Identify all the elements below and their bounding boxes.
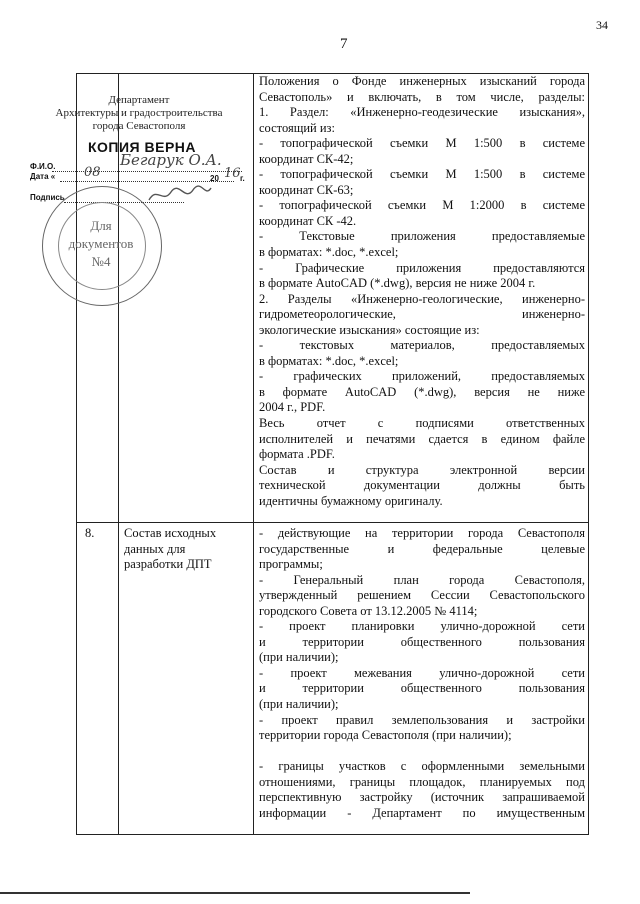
fio-handwritten: Бегарук О.А. (120, 151, 222, 169)
text-line: - Генеральный план города Севастополя, (259, 572, 585, 587)
text-line: - топографической съемки М 1:500 в системе (259, 136, 585, 151)
row-content (259, 526, 585, 821)
copy-true-label: КОПИЯ ВЕРНА (88, 139, 197, 155)
text-line: идентичны бумажному оригиналу. (259, 493, 443, 508)
text-line: в формате AutoCAD (*.dwg), версия не ниже 2004 г. (259, 276, 536, 291)
text-line: исполнителей и печатями сдается в едином файле (259, 431, 585, 446)
text-line: 2. Разделы «Инженерно-геологические, инженерно- (259, 291, 585, 306)
text-line: экологические изыскания» состоящие из: (259, 322, 480, 337)
row-title-line: данных для (124, 541, 186, 556)
text-line: 1. Раздел: «Инженерно-геодезические изыскания», (259, 105, 585, 120)
date-day: 08 (84, 165, 101, 180)
text-line: - текстовых материалов, предоставляемых (259, 338, 585, 353)
text-line: формата .PDF. (259, 447, 335, 462)
stamp-dept-line: города Севастополя (92, 120, 186, 132)
text-line: - Графические приложения предоставляются (259, 260, 585, 275)
table-right-border (588, 73, 589, 835)
text-line: 2004 г., PDF. (259, 400, 326, 415)
text-line: Севастополь» и включать, в том числе, разделы: (259, 89, 585, 104)
text-line: (при наличии); (259, 650, 339, 665)
date-suffix: г. (240, 174, 245, 183)
text-line: информации - Департамент по имущественным (259, 805, 585, 820)
text-line: - графических приложений, предоставляемых (259, 369, 585, 384)
row-title (124, 526, 249, 573)
fio-label: Ф.И.О. (30, 162, 56, 171)
text-line: координат СК -42. (259, 213, 357, 228)
text-line: Весь отчет с подписями ответственных (259, 416, 585, 431)
row-title-line: Состав исходных (124, 526, 217, 540)
stamp-dept-line: Департамент (108, 94, 170, 106)
text-line: координат СК-63; (259, 182, 354, 197)
signature-label: Подпись (30, 193, 65, 202)
text-line: состоящий из: (259, 120, 335, 135)
column-divider-2 (253, 73, 254, 835)
text-line: Положения о Фонде инженерных изысканий города (259, 74, 585, 88)
date-year-suffix: 16 (224, 166, 241, 181)
row-divider (76, 522, 588, 523)
text-line: в форматах: *.doc, *.excel; (259, 245, 399, 260)
text-line: утвержденный решением Сессии Севастопольского (259, 588, 585, 603)
footer-rule (0, 892, 470, 894)
seal-line: №4 (91, 254, 111, 269)
text-line (259, 744, 585, 760)
text-line: отношениями, границы площадок, планируемых под (259, 774, 585, 789)
text-line: (при наличии); (259, 697, 339, 712)
text-line: - топографической съемки М 1:2000 в системе (259, 198, 585, 213)
row-number: 8. (85, 526, 95, 540)
text-line: технической документации должны быть (259, 478, 585, 493)
text-line: перспективную застройку (источник запрашиваемой (259, 790, 585, 805)
text-line: в форматах: *.doc, *.excel; (259, 353, 399, 368)
seal-line: документов (68, 236, 134, 251)
page-number: 7 (340, 36, 348, 52)
text-line: государственные и федеральные целевые (259, 541, 585, 556)
signature-scribble (145, 182, 215, 208)
text-line: - действующие на территории города Севастополя (259, 526, 585, 540)
text-line: территории города Севастополя (при наличии); (259, 728, 512, 743)
seal-line: Для (90, 218, 112, 233)
text-line: программы; (259, 557, 323, 572)
text-line: в формате AutoCAD (*.dwg), версия не ниже (259, 384, 585, 399)
text-line: Состав и структура электронной версии (259, 462, 585, 477)
text-line: - Текстовые приложения предоставляемые (259, 229, 585, 244)
text-line: - проект планировки улично-дорожной сети (259, 619, 585, 634)
text-line: - топографической съемки М 1:500 в системе (259, 167, 585, 182)
stamp-dept-line: Архитектуры и градостроительства (55, 107, 223, 119)
text-line: - проект правил землепользования и застройки (259, 712, 585, 727)
stamp-department (32, 94, 246, 133)
table-left-border (76, 73, 77, 835)
row-title-line: разработки ДПТ (124, 557, 212, 572)
text-line: гидрометеорологические, инженерно- (259, 307, 585, 322)
date-year-prefix: 20 (210, 174, 219, 183)
text-line: и территории общественного пользования (259, 681, 585, 696)
text-line: координат СК-42; (259, 151, 354, 166)
text-line: - границы участков с оформленными земельными (259, 759, 585, 774)
table-bottom-border (76, 834, 588, 835)
text-line: - проект межевания улично-дорожной сети (259, 665, 585, 680)
table-cell-continuation (259, 74, 585, 509)
text-line: городского Совета от 13.12.2005 № 4114; (259, 603, 478, 618)
text-line: и территории общественного пользования (259, 634, 585, 649)
corner-page-number: 34 (596, 18, 608, 32)
date-label: Дата « (30, 172, 56, 181)
fio-line (52, 170, 242, 172)
